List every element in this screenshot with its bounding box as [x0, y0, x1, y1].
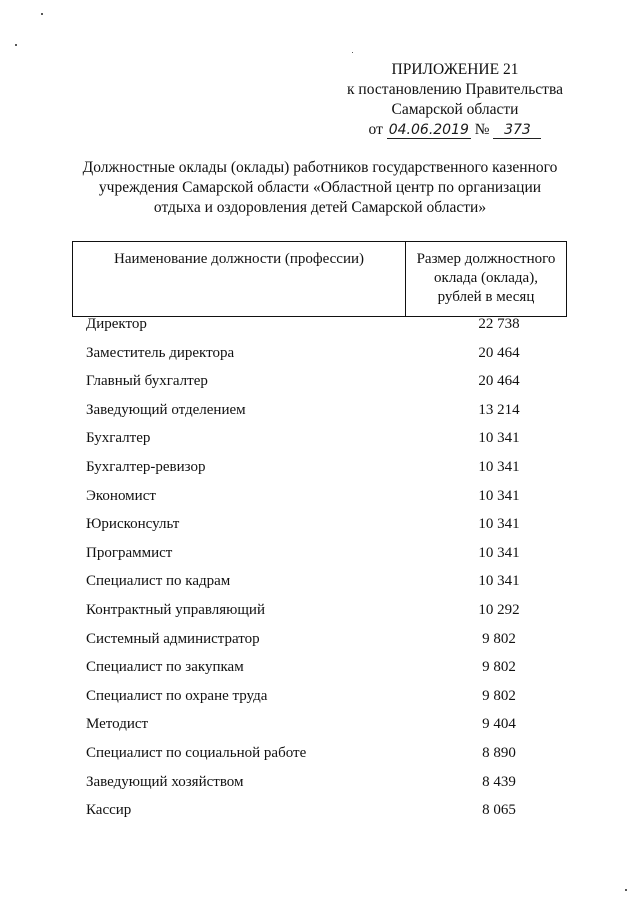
position-name: Контрактный управляющий [86, 601, 265, 618]
salary-value: 20 464 [478, 373, 520, 390]
salary-value: 20 464 [478, 344, 520, 361]
salary-value: 8 439 [482, 773, 516, 790]
position-name: Специалист по закупкам [86, 659, 244, 676]
table-row [86, 514, 546, 543]
salary-value: 10 341 [478, 458, 520, 475]
document-title [60, 158, 580, 218]
salary-value: 9 404 [482, 716, 516, 733]
header-position-label: Наименование должности (профессии) [113, 251, 364, 267]
table-row [86, 428, 546, 457]
scan-speck [352, 52, 353, 53]
table-row [86, 400, 546, 429]
position-name: Заведующий отделением [86, 401, 246, 418]
header-salary-line-2: оклада (оклада), [434, 270, 538, 286]
salary-value: 8 065 [482, 802, 516, 819]
position-name: Юрисконсульт [86, 516, 180, 533]
table-row [86, 543, 546, 572]
header-salary [406, 242, 567, 317]
header-position [73, 242, 406, 317]
table-row [86, 714, 546, 743]
table-header [72, 241, 567, 317]
appendix-date-line [340, 120, 570, 140]
position-name: Кассир [86, 802, 132, 819]
salary-value: 10 341 [478, 544, 520, 561]
table-row [86, 314, 546, 343]
table-row [86, 600, 546, 629]
salary-value: 9 802 [482, 630, 516, 647]
number-prefix: № [474, 121, 490, 138]
scan-speck [15, 44, 17, 46]
title-line-2: учреждения Самарской области «Областной центр по организации [98, 179, 542, 196]
position-name: Системный администратор [86, 630, 260, 647]
salary-value: 10 341 [478, 430, 520, 447]
position-name: Специалист по социальной работе [86, 744, 307, 761]
table-row [86, 772, 546, 801]
position-name: Бухгалтер [86, 430, 151, 447]
number-handwritten: 373 [493, 122, 541, 139]
position-name: Специалист по кадрам [86, 573, 231, 590]
position-name: Программист [86, 544, 173, 561]
table-row [86, 571, 546, 600]
salary-value: 13 214 [478, 401, 520, 418]
header-salary-line-3: рублей в месяц [437, 289, 535, 305]
position-name: Бухгалтер-ревизор [86, 458, 206, 475]
table-row [86, 800, 546, 829]
header-salary-line-1: Размер должностного [416, 251, 556, 267]
salary-value: 10 341 [478, 487, 520, 504]
position-name: Методист [86, 716, 149, 733]
salary-value: 9 802 [482, 659, 516, 676]
title-line-1: Должностные оклады (оклады) работников государственного казенного [82, 159, 558, 176]
table-row [86, 457, 546, 486]
salary-list [86, 314, 546, 829]
appendix-title: ПРИЛОЖЕНИЕ 21 [391, 61, 519, 78]
title-line-3: отдыха и оздоровления детей Самарской области» [153, 199, 487, 216]
salary-value: 8 890 [482, 744, 516, 761]
table-row [86, 486, 546, 515]
salary-value: 9 802 [482, 687, 516, 704]
salary-value: 22 738 [478, 316, 520, 332]
position-name: Главный бухгалтер [86, 373, 208, 390]
table-row [86, 657, 546, 686]
date-handwritten: 04.06.2019 [388, 122, 469, 138]
appendix-region: Самарской области [391, 101, 519, 118]
position-name: Заместитель директора [86, 344, 235, 361]
salary-value: 10 292 [478, 601, 520, 618]
date-prefix: от [368, 121, 383, 138]
scan-speck [625, 889, 627, 891]
table-row [86, 686, 546, 715]
table-row [86, 629, 546, 658]
table-row [86, 371, 546, 400]
scan-speck [41, 13, 43, 15]
salary-value: 10 341 [478, 516, 520, 533]
table-row [86, 743, 546, 772]
position-name: Экономист [86, 487, 156, 504]
position-name: Специалист по охране труда [86, 687, 268, 704]
position-name: Директор [86, 316, 147, 332]
table-row [86, 343, 546, 372]
appendix-block [340, 60, 570, 140]
appendix-resolution: к постановлению Правительства [347, 81, 563, 98]
salary-value: 10 341 [478, 573, 520, 590]
position-name: Заведующий хозяйством [86, 773, 244, 790]
